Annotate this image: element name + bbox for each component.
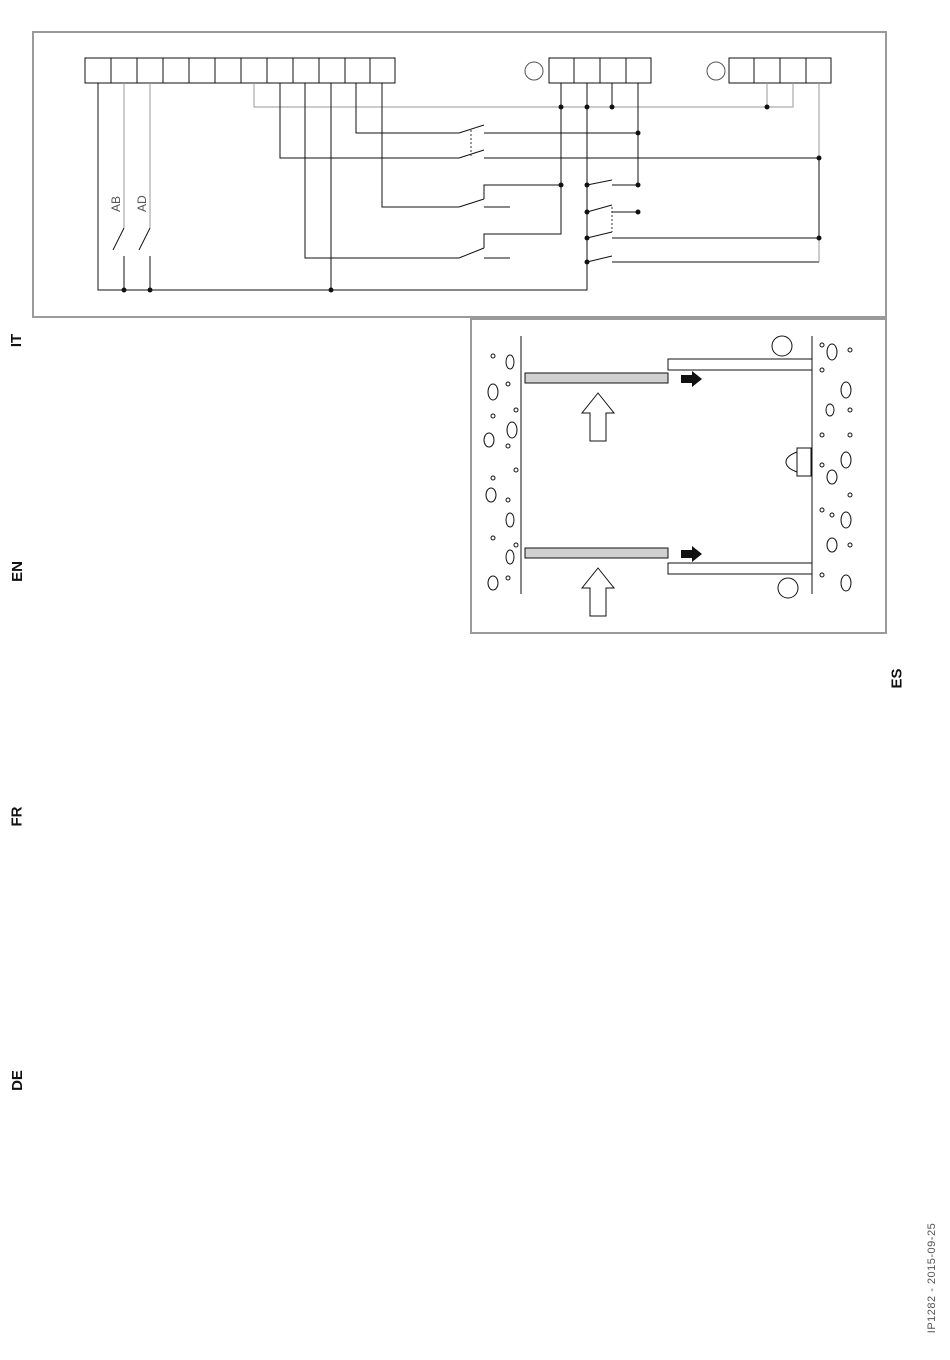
contact-label-ab: AB	[109, 195, 123, 212]
document-code: IP1282 - 2015-09-25	[926, 1222, 939, 1334]
contact-label-ad: AD	[135, 195, 149, 212]
language-tab-fr[interactable]: FR	[8, 806, 26, 827]
photocell-diagram-panel	[470, 318, 887, 634]
language-tab-en[interactable]: EN	[8, 561, 26, 582]
wiring-diagram-panel	[32, 31, 887, 318]
language-tab-de[interactable]: DE	[8, 1070, 26, 1091]
language-tab-es[interactable]: ES	[888, 668, 906, 689]
language-tab-it[interactable]: IT	[8, 333, 26, 348]
